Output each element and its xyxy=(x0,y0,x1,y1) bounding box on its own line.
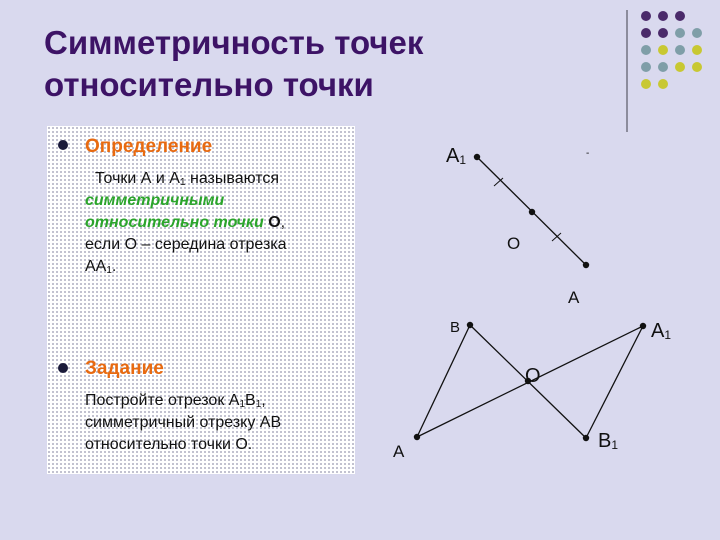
segment-a-b xyxy=(417,325,470,437)
task-heading: Задание xyxy=(85,358,164,379)
task-line-1: Постройте отрезок $А_1В_1$, xyxy=(85,392,266,410)
definition-line-1: Точки А и $А_1$ называются xyxy=(95,170,280,188)
point-b1 xyxy=(583,435,589,441)
task-line-3: относительно точки О. xyxy=(85,436,253,453)
label-o: О xyxy=(507,234,521,253)
title-line-1: Симметричность точек xyxy=(44,24,424,61)
point-a xyxy=(583,262,589,268)
label-o-task: О xyxy=(525,365,541,387)
definition-line-5: $АА_1$. xyxy=(85,258,117,276)
definition-term-line-1: симметричными xyxy=(85,192,225,209)
definition-heading: Определение xyxy=(85,136,213,157)
title-line-2: относительно точки xyxy=(44,66,374,103)
segment-a1-b1 xyxy=(586,326,643,438)
label-a1: $А_1$ xyxy=(446,145,467,167)
label-b1: $В_1$ xyxy=(598,430,619,452)
definition-term-line-2: относительно точки О, xyxy=(85,214,286,231)
point-a-task xyxy=(414,434,420,440)
definition-line-4: если О – середина отрезка xyxy=(85,236,287,253)
point-a1-task xyxy=(640,323,646,329)
label-stray-mark: - xyxy=(586,148,590,159)
label-b: В xyxy=(450,319,461,336)
diagram-point-symmetry xyxy=(474,154,589,268)
label-a-task: А xyxy=(393,442,405,461)
point-o xyxy=(529,209,535,215)
point-b xyxy=(467,322,473,328)
label-a: А xyxy=(568,288,580,307)
label-a1-task: $А_1$ xyxy=(651,320,672,342)
point-a1 xyxy=(474,154,480,160)
task-line-2: симметричный отрезку АВ xyxy=(85,414,282,431)
